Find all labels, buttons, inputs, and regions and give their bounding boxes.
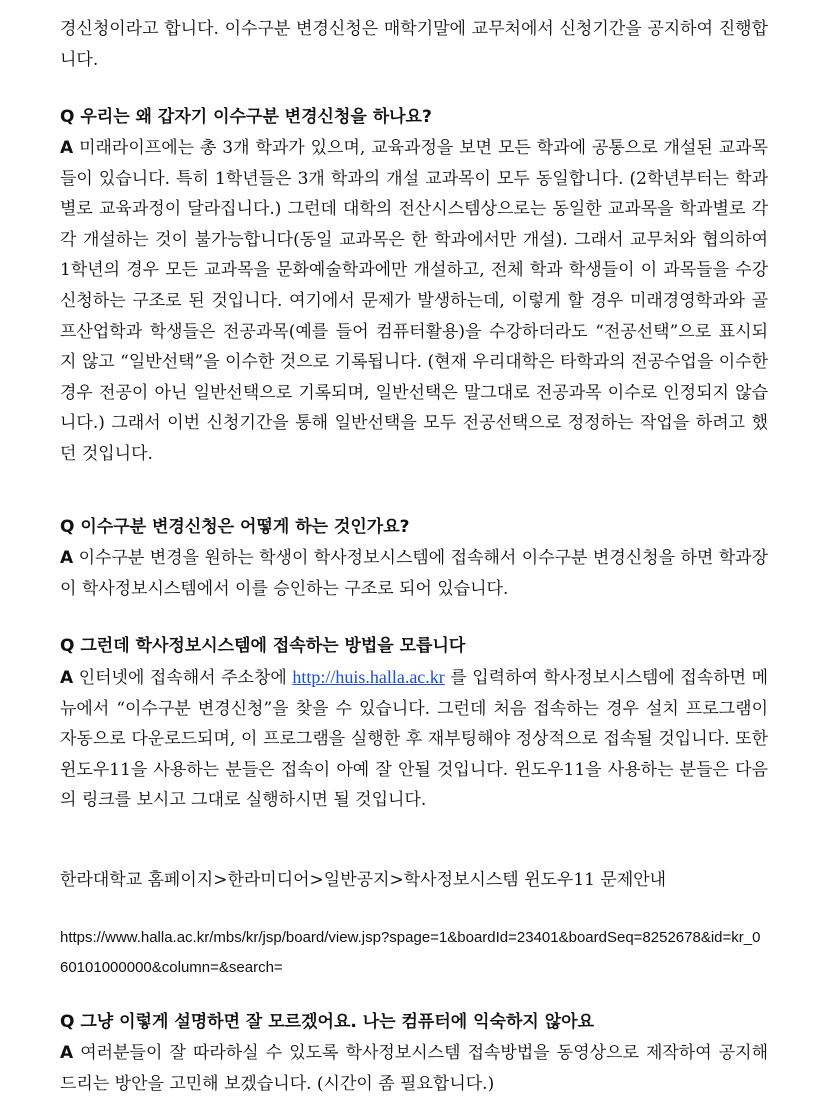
- intro-paragraph: 경신청이라고 합니다. 이수구분 변경신청은 매학기말에 교무처에서 신청기간을 공지하여 진행합니다.: [60, 19, 768, 70]
- answer-2-text: 이수구분 변경을 원하는 학생이 학사정보시스템에 접속해서 이수구분 변경신청을 하면 학과장이 학사정보시스템에서 이를 승인하는 구조로 되어 있습니다.: [60, 548, 768, 599]
- notice-nav-path: 한라대학교 홈페이지>한라미디어>일반공지>학사정보시스템 윈도우11 문제안내: [60, 870, 667, 890]
- question-4: Q 그냥 이렇게 설명하면 잘 모르겠어요. 나는 컴퓨터에 익숙하지 않아요: [60, 1012, 594, 1032]
- question-2: Q 이수구분 변경신청은 어떻게 하는 것인가요?: [60, 517, 410, 537]
- question-1: Q 우리는 왜 갑자기 이수구분 변경신청을 하나요?: [60, 107, 432, 127]
- answer-4: [60, 1038, 768, 1099]
- answer-3-text-b: 를 입력하여 학사정보시스템에 접속하면 메뉴에서 “이수구분 변경신청”을 찾을 수 있습니다. 그런데 처음 접속하는 경우 설치 프로그램이 자동으로 다운로드되며, 이 프로그램을 실행한 후 재부팅해야 정상적으로 접속될 것입니다. 또한 윈도우11을 사용하는 분들은 접속이 아예 잘 안될 것입니다. 윈도우11을 사용하는 분들은 다음의 링크를 보시고 그대로 실행하시면 될 것입니다.: [60, 668, 768, 811]
- answer-3-lead: A: [60, 668, 74, 688]
- answer-3-text-a: 인터넷에 접속해서 주소창에: [73, 668, 293, 688]
- answer-1: [60, 133, 768, 470]
- question-3: Q 그런데 학사정보시스템에 접속하는 방법을 모릅니다: [60, 636, 466, 656]
- answer-1-lead: A: [60, 138, 74, 158]
- answer-4-text: 여러분들이 잘 따라하실 수 있도록 학사정보시스템 접속방법을 동영상으로 제작하여 공지해 드리는 방안을 고민해 보겠습니다. (시간이 좀 필요합니다.): [60, 1043, 768, 1094]
- answer-4-lead: A: [60, 1043, 74, 1063]
- answer-2: [60, 543, 768, 604]
- answer-3: [60, 662, 768, 816]
- huis-link[interactable]: http://huis.halla.ac.kr: [292, 667, 445, 687]
- answer-2-lead: A: [60, 548, 74, 568]
- answer-1-text: 미래라이프에는 총 3개 학과가 있으며, 교육과정을 보면 모든 학과에 공통으로 개설된 교과목들이 있습니다. 특히 1학년들은 3개 학과의 개설 교과목이 모두 동일합니다. (2학년부터는 학과별로 교육과정이 달라집니다.) 그런데 대학의 전산시스템상으로는 동일한 교과목을 학과별로 각각 개설하는 것이 불가능합니다(동일 교과목은 한 학과에서만 개설). 그래서 교무처와 협의하여 1학년의 경우 모든 교과목을 문화예술학과에만 개설하고, 전체 학과 학생들이 이 과목들을 수강신청하는 구조로 된 것입니다. 여기에서 문제가 발생하는데, 이렇게 할 경우 미래경영학과와 골프산업학과 학생들은 전공과목(예를 들어 컴퓨터활용)을 수강하더라도 “전공선택”으로 표시되지 않고 “일반선택”을 이수한 것으로 기록됩니다. (현재 우리대학은 타학과의 전공수업을 이수한 경우 전공이 아닌 일반선택으로 기록되며, 일반선택은 말그대로 전공과목 이수로 인정되지 않습니다.) 그래서 이번 신청기간을 통해 일반선택을 모두 전공선택으로 정정하는 작업을 하려고 했던 것입니다.: [60, 138, 768, 464]
- notice-url[interactable]: https://www.halla.ac.kr/mbs/kr/jsp/board/view.jsp?spage=1&boardId=23401&boardSeq=8252678&id=kr_060101000000&column=&search=: [60, 929, 761, 976]
